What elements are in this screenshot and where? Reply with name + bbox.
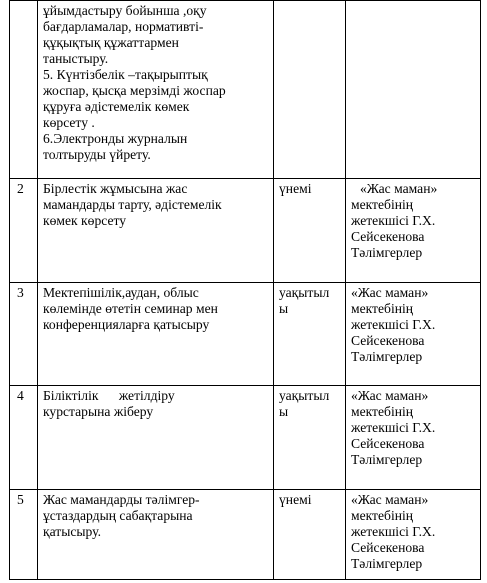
text-line: «Жас маман» [351,388,429,403]
text-line: Сейсекенова [351,229,425,244]
text-line: көмек көрсету [43,213,127,228]
responsible-cell [346,1,481,179]
plan-table [9,0,481,580]
text-line: Бірлестік жұмысына жас [43,181,188,196]
text-line: жетекшісі Г.Х. [351,524,436,539]
text-line: жетекшісі Г.Х. [351,213,436,228]
text-line: Тәлімгерлер [351,245,423,260]
activity-cell [38,1,274,179]
time-cell [274,179,346,283]
responsible-cell [346,386,481,490]
text-line: Сейсекенова [351,540,425,555]
responsible-cell [346,179,481,283]
time-cell [274,283,346,386]
table-row [10,283,481,386]
text-line: көлемінде өтетін семинар мен [43,301,218,316]
table-row-continuation [10,1,481,179]
text-line: жоспар, қысқа мерзімді жоспар [43,83,226,98]
row-number: 5 [10,490,38,580]
responsible-cell [346,490,481,580]
text-line: ы [279,404,289,419]
text-line: Жас мамандарды тәлімгер- [43,492,200,507]
text-line: «Жас маман» [360,181,438,196]
time-cell [274,1,346,179]
text-line: Сейсекенова [351,436,425,451]
row-number: 4 [10,386,38,490]
text-line: мектебінің [351,301,414,316]
text-line: 6.Электронды журналын [43,131,188,146]
activity-cell [38,490,274,580]
text-line: бағдарламалар, нормативті- [43,19,204,34]
text-line: құқықтық құжаттармен [43,35,179,50]
text-line: Мектепішілік,аудан, облыс [43,285,199,300]
text-line: таныстыру. [43,51,109,66]
text-line: мамандарды тарту, әдістемелік [43,197,222,212]
row-number: 3 [10,283,38,386]
text-line: конференцияларға қатысыру [43,317,210,332]
text-line: мектебінің [351,508,414,523]
num-cell [10,1,38,179]
text-line: «Жас маман» [351,492,429,507]
activity-cell [38,179,274,283]
text-line: уақытыл [279,388,330,403]
row-number: 2 [10,179,38,283]
activity-cell [38,283,274,386]
text-line: ұйымдастыру бойынша ,оқу [43,3,207,18]
table-row [10,179,481,283]
text-line: мектебінің [351,197,414,212]
text-line: Тәлімгерлер [351,349,423,364]
text-line: үнемі [279,181,312,196]
text-line: Тәлімгерлер [351,452,423,467]
text-line: ы [279,301,289,316]
text-line: толтыруды үйрету. [43,147,151,162]
text-line: Біліктілік жетілдіру [43,388,175,403]
text-line: мектебінің [351,404,414,419]
text-line: 5. Күнтізбелік –тақырыптық [43,67,208,82]
text-line: Сейсекенова [351,333,425,348]
text-line: үнемі [279,492,312,507]
activity-cell [38,386,274,490]
time-cell [274,490,346,580]
text-line: «Жас маман» [351,285,429,300]
text-line: курстарына жіберу [43,404,154,419]
text-line: жетекшісі Г.Х. [351,420,436,435]
text-line: көрсету . [43,115,95,130]
text-line: жетекшісі Г.Х. [351,317,436,332]
text-line: Тәлімгерлер [351,556,423,571]
text-line: ұстаздардың сабақтарына [43,508,193,523]
time-cell [274,386,346,490]
table-row [10,490,481,580]
text-line: қатысыру. [43,524,101,539]
responsible-cell [346,283,481,386]
text-line: құруға әдістемелік көмек [43,99,190,114]
table-row [10,386,481,490]
text-line: уақытыл [279,285,330,300]
